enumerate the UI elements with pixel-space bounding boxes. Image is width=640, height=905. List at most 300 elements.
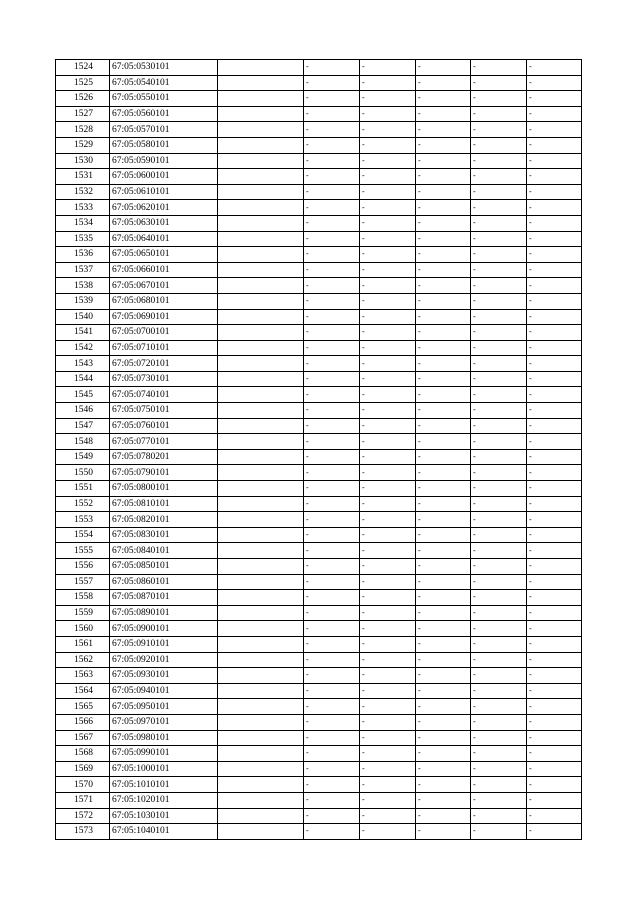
value-cell: - [304, 169, 360, 185]
cadastral-code-cell: 67:05:0870101 [110, 590, 218, 606]
value-cell: - [527, 371, 582, 387]
cadastral-code-cell: 67:05:0610101 [110, 184, 218, 200]
row-number-cell: 1541 [56, 325, 110, 341]
value-cell: - [360, 247, 416, 263]
cadastral-code-cell: 67:05:0800101 [110, 481, 218, 497]
row-number-cell: 1563 [56, 668, 110, 684]
blank-cell [218, 137, 304, 153]
cadastral-code-cell: 67:05:0550101 [110, 91, 218, 107]
value-cell: - [471, 169, 527, 185]
value-cell: - [527, 449, 582, 465]
value-cell: - [471, 122, 527, 138]
blank-cell [218, 714, 304, 730]
value-cell: - [360, 75, 416, 91]
value-cell: - [360, 371, 416, 387]
value-cell: - [416, 808, 471, 824]
row-number-cell: 1552 [56, 496, 110, 512]
value-cell: - [416, 60, 471, 76]
blank-cell [218, 418, 304, 434]
value-cell: - [360, 418, 416, 434]
value-cell: - [304, 714, 360, 730]
row-number-cell: 1565 [56, 699, 110, 715]
cadastral-code-cell: 67:05:0620101 [110, 200, 218, 216]
value-cell: - [416, 262, 471, 278]
cadastral-code-cell: 67:05:0660101 [110, 262, 218, 278]
row-number-cell: 1547 [56, 418, 110, 434]
blank-cell [218, 496, 304, 512]
value-cell: - [416, 278, 471, 294]
blank-cell [218, 215, 304, 231]
cadastral-code-cell: 67:05:0810101 [110, 496, 218, 512]
row-number-cell: 1537 [56, 262, 110, 278]
value-cell: - [416, 496, 471, 512]
row-number-cell: 1543 [56, 356, 110, 372]
value-cell: - [304, 792, 360, 808]
blank-cell [218, 200, 304, 216]
cadastral-code-cell: 67:05:0970101 [110, 714, 218, 730]
value-cell: - [304, 808, 360, 824]
row-number-cell: 1534 [56, 215, 110, 231]
value-cell: - [416, 75, 471, 91]
table-row [56, 137, 582, 153]
blank-cell [218, 60, 304, 76]
value-cell: - [527, 559, 582, 575]
value-cell: - [304, 231, 360, 247]
value-cell: - [471, 761, 527, 777]
value-cell: - [304, 574, 360, 590]
value-cell: - [527, 434, 582, 450]
row-number-cell: 1549 [56, 449, 110, 465]
blank-cell [218, 122, 304, 138]
blank-cell [218, 668, 304, 684]
value-cell: - [360, 808, 416, 824]
value-cell: - [471, 137, 527, 153]
blank-cell [218, 590, 304, 606]
value-cell: - [416, 215, 471, 231]
cadastral-code-cell: 67:05:0750101 [110, 403, 218, 419]
registry-table [55, 59, 582, 840]
value-cell: - [471, 792, 527, 808]
value-cell: - [304, 200, 360, 216]
table-row [56, 387, 582, 403]
table-row [56, 465, 582, 481]
value-cell: - [360, 730, 416, 746]
table-row [56, 543, 582, 559]
value-cell: - [471, 714, 527, 730]
table-row [56, 215, 582, 231]
value-cell: - [471, 699, 527, 715]
value-cell: - [416, 481, 471, 497]
row-number-cell: 1545 [56, 387, 110, 403]
cadastral-code-cell: 67:05:0530101 [110, 60, 218, 76]
value-cell: - [360, 496, 416, 512]
value-cell: - [527, 387, 582, 403]
blank-cell [218, 699, 304, 715]
table-row [56, 91, 582, 107]
value-cell: - [416, 714, 471, 730]
value-cell: - [304, 590, 360, 606]
value-cell: - [416, 636, 471, 652]
row-number-cell: 1544 [56, 371, 110, 387]
value-cell: - [527, 106, 582, 122]
value-cell: - [416, 247, 471, 263]
value-cell: - [527, 200, 582, 216]
value-cell: - [527, 75, 582, 91]
value-cell: - [304, 605, 360, 621]
value-cell: - [471, 449, 527, 465]
value-cell: - [360, 262, 416, 278]
value-cell: - [416, 590, 471, 606]
value-cell: - [416, 434, 471, 450]
blank-cell [218, 559, 304, 575]
row-number-cell: 1538 [56, 278, 110, 294]
value-cell: - [471, 434, 527, 450]
value-cell: - [304, 527, 360, 543]
table-row [56, 730, 582, 746]
blank-cell [218, 434, 304, 450]
value-cell: - [360, 824, 416, 840]
row-number-cell: 1569 [56, 761, 110, 777]
value-cell: - [360, 481, 416, 497]
cadastral-code-cell: 67:05:0680101 [110, 293, 218, 309]
cadastral-code-cell: 67:05:0650101 [110, 247, 218, 263]
cadastral-code-cell: 67:05:1020101 [110, 792, 218, 808]
value-cell: - [471, 652, 527, 668]
value-cell: - [527, 184, 582, 200]
value-cell: - [471, 746, 527, 762]
row-number-cell: 1566 [56, 714, 110, 730]
value-cell: - [471, 527, 527, 543]
cadastral-code-cell: 67:05:0890101 [110, 605, 218, 621]
value-cell: - [360, 574, 416, 590]
value-cell: - [416, 621, 471, 637]
value-cell: - [304, 761, 360, 777]
value-cell: - [304, 730, 360, 746]
row-number-cell: 1550 [56, 465, 110, 481]
blank-cell [218, 449, 304, 465]
table-row [56, 668, 582, 684]
value-cell: - [527, 636, 582, 652]
row-number-cell: 1556 [56, 559, 110, 575]
value-cell: - [304, 543, 360, 559]
blank-cell [218, 730, 304, 746]
value-cell: - [360, 512, 416, 528]
value-cell: - [527, 527, 582, 543]
row-number-cell: 1573 [56, 824, 110, 840]
value-cell: - [304, 496, 360, 512]
value-cell: - [360, 621, 416, 637]
value-cell: - [304, 699, 360, 715]
value-cell: - [416, 699, 471, 715]
value-cell: - [416, 559, 471, 575]
value-cell: - [471, 293, 527, 309]
cadastral-code-cell: 67:05:0710101 [110, 340, 218, 356]
row-number-cell: 1559 [56, 605, 110, 621]
row-number-cell: 1572 [56, 808, 110, 824]
blank-cell [218, 293, 304, 309]
value-cell: - [527, 824, 582, 840]
value-cell: - [527, 403, 582, 419]
blank-cell [218, 325, 304, 341]
value-cell: - [416, 543, 471, 559]
value-cell: - [360, 699, 416, 715]
value-cell: - [527, 621, 582, 637]
blank-cell [218, 184, 304, 200]
value-cell: - [304, 340, 360, 356]
cadastral-code-cell: 67:05:1030101 [110, 808, 218, 824]
table-row [56, 605, 582, 621]
table-row [56, 434, 582, 450]
value-cell: - [416, 403, 471, 419]
value-cell: - [527, 761, 582, 777]
value-cell: - [416, 356, 471, 372]
table-row [56, 527, 582, 543]
value-cell: - [416, 730, 471, 746]
blank-cell [218, 309, 304, 325]
blank-cell [218, 231, 304, 247]
cadastral-code-cell: 67:05:0670101 [110, 278, 218, 294]
value-cell: - [304, 652, 360, 668]
value-cell: - [416, 293, 471, 309]
blank-cell [218, 824, 304, 840]
value-cell: - [527, 215, 582, 231]
value-cell: - [527, 169, 582, 185]
value-cell: - [527, 325, 582, 341]
table-row [56, 746, 582, 762]
row-number-cell: 1531 [56, 169, 110, 185]
value-cell: - [527, 356, 582, 372]
value-cell: - [471, 262, 527, 278]
row-number-cell: 1557 [56, 574, 110, 590]
row-number-cell: 1561 [56, 636, 110, 652]
value-cell: - [416, 527, 471, 543]
value-cell: - [416, 449, 471, 465]
table-row [56, 122, 582, 138]
value-cell: - [416, 387, 471, 403]
row-number-cell: 1551 [56, 481, 110, 497]
value-cell: - [360, 465, 416, 481]
value-cell: - [304, 481, 360, 497]
table-row [56, 75, 582, 91]
row-number-cell: 1525 [56, 75, 110, 91]
value-cell: - [471, 621, 527, 637]
row-number-cell: 1540 [56, 309, 110, 325]
value-cell: - [471, 325, 527, 341]
value-cell: - [471, 215, 527, 231]
value-cell: - [360, 792, 416, 808]
table-row [56, 325, 582, 341]
value-cell: - [416, 153, 471, 169]
value-cell: - [416, 169, 471, 185]
cadastral-code-cell: 67:05:0860101 [110, 574, 218, 590]
cadastral-code-cell: 67:05:0590101 [110, 153, 218, 169]
table-row [56, 184, 582, 200]
value-cell: - [471, 590, 527, 606]
row-number-cell: 1555 [56, 543, 110, 559]
row-number-cell: 1560 [56, 621, 110, 637]
value-cell: - [416, 309, 471, 325]
blank-cell [218, 761, 304, 777]
value-cell: - [416, 106, 471, 122]
value-cell: - [360, 356, 416, 372]
table-row [56, 824, 582, 840]
row-number-cell: 1527 [56, 106, 110, 122]
cadastral-code-cell: 67:05:0920101 [110, 652, 218, 668]
blank-cell [218, 652, 304, 668]
value-cell: - [360, 153, 416, 169]
table-row [56, 683, 582, 699]
table-row [56, 636, 582, 652]
value-cell: - [471, 418, 527, 434]
cadastral-code-cell: 67:05:0790101 [110, 465, 218, 481]
row-number-cell: 1528 [56, 122, 110, 138]
value-cell: - [360, 683, 416, 699]
row-number-cell: 1526 [56, 91, 110, 107]
cadastral-code-cell: 67:05:0900101 [110, 621, 218, 637]
value-cell: - [360, 278, 416, 294]
value-cell: - [527, 278, 582, 294]
value-cell: - [416, 761, 471, 777]
table-row [56, 293, 582, 309]
value-cell: - [304, 746, 360, 762]
row-number-cell: 1535 [56, 231, 110, 247]
table-row [56, 309, 582, 325]
value-cell: - [360, 91, 416, 107]
blank-cell [218, 387, 304, 403]
table-row [56, 403, 582, 419]
value-cell: - [360, 434, 416, 450]
row-number-cell: 1536 [56, 247, 110, 263]
row-number-cell: 1542 [56, 340, 110, 356]
value-cell: - [471, 574, 527, 590]
value-cell: - [527, 792, 582, 808]
blank-cell [218, 356, 304, 372]
row-number-cell: 1533 [56, 200, 110, 216]
blank-cell [218, 543, 304, 559]
blank-cell [218, 636, 304, 652]
cadastral-code-cell: 67:05:0910101 [110, 636, 218, 652]
value-cell: - [416, 371, 471, 387]
row-number-cell: 1571 [56, 792, 110, 808]
value-cell: - [360, 636, 416, 652]
cadastral-code-cell: 67:05:0770101 [110, 434, 218, 450]
value-cell: - [471, 543, 527, 559]
value-cell: - [304, 247, 360, 263]
table-row [56, 371, 582, 387]
row-number-cell: 1554 [56, 527, 110, 543]
value-cell: - [304, 449, 360, 465]
cadastral-code-cell: 67:05:0950101 [110, 699, 218, 715]
value-cell: - [527, 91, 582, 107]
value-cell: - [360, 340, 416, 356]
blank-cell [218, 403, 304, 419]
value-cell: - [304, 621, 360, 637]
value-cell: - [527, 574, 582, 590]
value-cell: - [360, 777, 416, 793]
table-row [56, 449, 582, 465]
row-number-cell: 1553 [56, 512, 110, 528]
row-number-cell: 1539 [56, 293, 110, 309]
value-cell: - [416, 792, 471, 808]
value-cell: - [416, 465, 471, 481]
value-cell: - [471, 683, 527, 699]
value-cell: - [527, 808, 582, 824]
blank-cell [218, 465, 304, 481]
cadastral-code-cell: 67:05:0540101 [110, 75, 218, 91]
value-cell: - [304, 434, 360, 450]
value-cell: - [527, 137, 582, 153]
cadastral-code-cell: 67:05:0730101 [110, 371, 218, 387]
value-cell: - [416, 91, 471, 107]
row-number-cell: 1524 [56, 60, 110, 76]
cadastral-code-cell: 67:05:0930101 [110, 668, 218, 684]
value-cell: - [527, 699, 582, 715]
value-cell: - [360, 60, 416, 76]
blank-cell [218, 683, 304, 699]
value-cell: - [527, 512, 582, 528]
value-cell: - [304, 559, 360, 575]
value-cell: - [471, 824, 527, 840]
value-cell: - [471, 60, 527, 76]
value-cell: - [527, 340, 582, 356]
value-cell: - [527, 652, 582, 668]
value-cell: - [416, 325, 471, 341]
value-cell: - [527, 730, 582, 746]
cadastral-code-cell: 67:05:0780201 [110, 449, 218, 465]
value-cell: - [416, 512, 471, 528]
value-cell: - [471, 636, 527, 652]
cadastral-code-cell: 67:05:0850101 [110, 559, 218, 575]
table-row [56, 169, 582, 185]
value-cell: - [304, 106, 360, 122]
cadastral-code-cell: 67:05:0640101 [110, 231, 218, 247]
table-row [56, 153, 582, 169]
value-cell: - [304, 91, 360, 107]
cadastral-code-cell: 67:05:0740101 [110, 387, 218, 403]
value-cell: - [304, 636, 360, 652]
value-cell: - [416, 184, 471, 200]
value-cell: - [304, 824, 360, 840]
value-cell: - [527, 309, 582, 325]
table-row [56, 714, 582, 730]
value-cell: - [304, 293, 360, 309]
cadastral-code-cell: 67:05:0690101 [110, 309, 218, 325]
value-cell: - [471, 91, 527, 107]
blank-cell [218, 777, 304, 793]
value-cell: - [304, 683, 360, 699]
value-cell: - [304, 278, 360, 294]
blank-cell [218, 106, 304, 122]
value-cell: - [360, 184, 416, 200]
value-cell: - [304, 668, 360, 684]
blank-cell [218, 621, 304, 637]
value-cell: - [471, 75, 527, 91]
value-cell: - [360, 714, 416, 730]
value-cell: - [527, 605, 582, 621]
value-cell: - [360, 325, 416, 341]
value-cell: - [360, 309, 416, 325]
value-cell: - [527, 231, 582, 247]
cadastral-code-cell: 67:05:1000101 [110, 761, 218, 777]
value-cell: - [360, 169, 416, 185]
value-cell: - [360, 215, 416, 231]
cadastral-code-cell: 67:05:0560101 [110, 106, 218, 122]
table-row [56, 106, 582, 122]
value-cell: - [527, 683, 582, 699]
table-row [56, 496, 582, 512]
value-cell: - [527, 293, 582, 309]
value-cell: - [304, 153, 360, 169]
